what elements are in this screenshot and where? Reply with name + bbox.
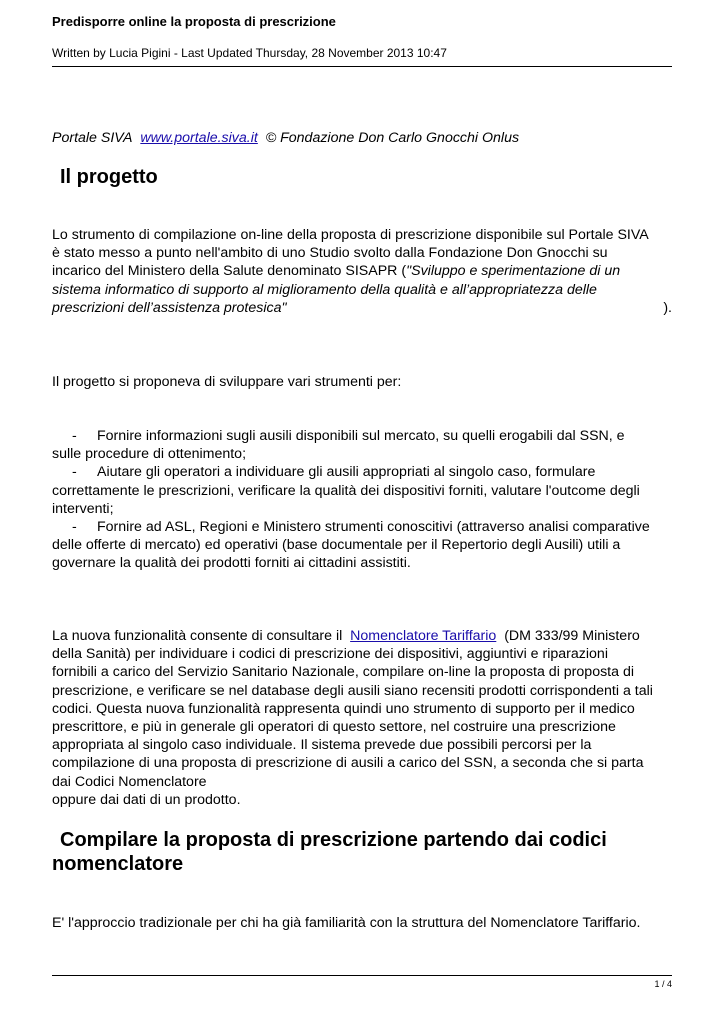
text-line: della Sanità) per individuare i codici di prescrizione dei dispositivi, aggiuntivi e riparazioni — [52, 646, 608, 663]
text-line: è stato messo a punto nell'ambito di uno Studio svolto dalla Fondazione Don Gnocchi su — [52, 245, 608, 262]
text-line — [52, 262, 672, 280]
study-title-2: sistema informatico di supporto al miglioramento della qualità e all’appropriatezza delle — [52, 281, 597, 298]
page-header-meta: Written by Lucia Pigini - Last Updated Thursday, 28 November 2013 10:47 — [52, 46, 447, 60]
text-line: codici. Questa nuova funzionalità rappresenta quindi uno strumento di supporto per il medico — [52, 700, 635, 717]
feature-paragraph — [52, 627, 672, 809]
page-number: 1 / 4 — [654, 979, 672, 989]
page-header-title: Predisporre online la proposta di prescrizione — [52, 14, 336, 29]
list-item-text: Fornire ad ASL, Regioni e Ministero strumenti conoscitivi (attraverso analisi comparative — [97, 519, 650, 536]
section-title-line: Compilare la proposta di prescrizione partendo dai codici — [60, 829, 607, 851]
closing-paren: ). — [663, 299, 672, 316]
nomenclatore-link[interactable]: Nomenclatore Tariffario — [350, 628, 497, 644]
list-dash: - — [72, 519, 77, 536]
text-fragment: (DM 333/99 Ministero — [504, 628, 640, 644]
portal-credit — [52, 129, 672, 147]
header-divider — [52, 66, 672, 67]
list-item-continuation: delle offerte di mercato) ed operativi (base documentale per il Repertorio degli Ausili) utili a — [52, 537, 621, 554]
list-item-continuation: sulle procedure di ottenimento; — [52, 446, 247, 463]
list-item-continuation: interventi; — [52, 500, 114, 517]
portal-link[interactable]: www.portale.siva.it — [140, 130, 258, 146]
list-item-text: Fornire informazioni sugli ausili disponibili sul mercato, su quelli erogabili dal SSN, e — [97, 428, 625, 444]
study-title-3: prescrizioni dell’assistenza protesica" — [52, 299, 287, 316]
text-fragment: incarico del Ministero della Salute denominato SISAPR ( — [52, 263, 407, 280]
text-line: appropriata al singolo caso individuale. Il sistema prevede due possibili percorsi per la — [52, 737, 592, 754]
text-fragment: La nuova funzionalità consente di consultare il — [52, 628, 343, 644]
list-item-continuation: correttamente le prescrizioni, verificare la qualità dei dispositivi forniti, valutare l'outcome degli — [52, 482, 640, 499]
list-item — [52, 518, 672, 536]
goals-list — [52, 427, 672, 573]
section-title-progetto: Il progetto — [60, 166, 158, 188]
text-line: prescrittore, e più in generale gli operatori di questo settore, nel costruire una prescrizione — [52, 719, 616, 736]
text-line: Lo strumento di compilazione on-line della proposta di prescrizione disponibile sul Portale SIVA — [52, 227, 649, 243]
text-line — [52, 299, 672, 317]
text-line: fornibili a carico del Servizio Sanitario Nazionale, compilare on-line la proposta di proposta di — [52, 664, 634, 681]
section-title-compilare — [52, 828, 672, 876]
text-line — [52, 627, 672, 645]
list-dash: - — [72, 464, 77, 481]
list-dash: - — [72, 428, 77, 444]
portal-prefix: Portale SIVA — [52, 130, 133, 146]
section-title-line: nomenclatore — [52, 853, 184, 875]
text-line: compilazione di una proposta di prescrizione di ausili a carico del SSN, a seconda che si parta — [52, 755, 644, 772]
study-title-1: "Sviluppo e sperimentazione di un — [406, 263, 621, 280]
text-line: oppure dai dati di un prodotto. — [52, 791, 241, 808]
list-item — [52, 463, 672, 481]
text-line: dai Codici Nomenclatore — [52, 773, 207, 790]
goals-intro: Il progetto si proponeva di sviluppare vari strumenti per: — [52, 374, 402, 390]
portal-suffix: © Fondazione Don Carlo Gnocchi Onlus — [265, 130, 520, 146]
list-item — [52, 427, 672, 445]
approach-paragraph: E' l'approccio tradizionale per chi ha già familiarità con la struttura del Nomenclatore Tariffario. — [52, 915, 641, 931]
text-line: prescrizione, e verificare se nel database degli ausili siano recensiti prodotti corrispondenti a tali — [52, 682, 653, 699]
intro-paragraph — [52, 226, 672, 317]
footer-divider — [52, 975, 672, 976]
list-item-continuation: governare la qualità dei prodotti forniti ai cittadini assistiti. — [52, 555, 411, 572]
list-item-text: Aiutare gli operatori a individuare gli ausili appropriati al singolo caso, formulare — [97, 464, 596, 481]
